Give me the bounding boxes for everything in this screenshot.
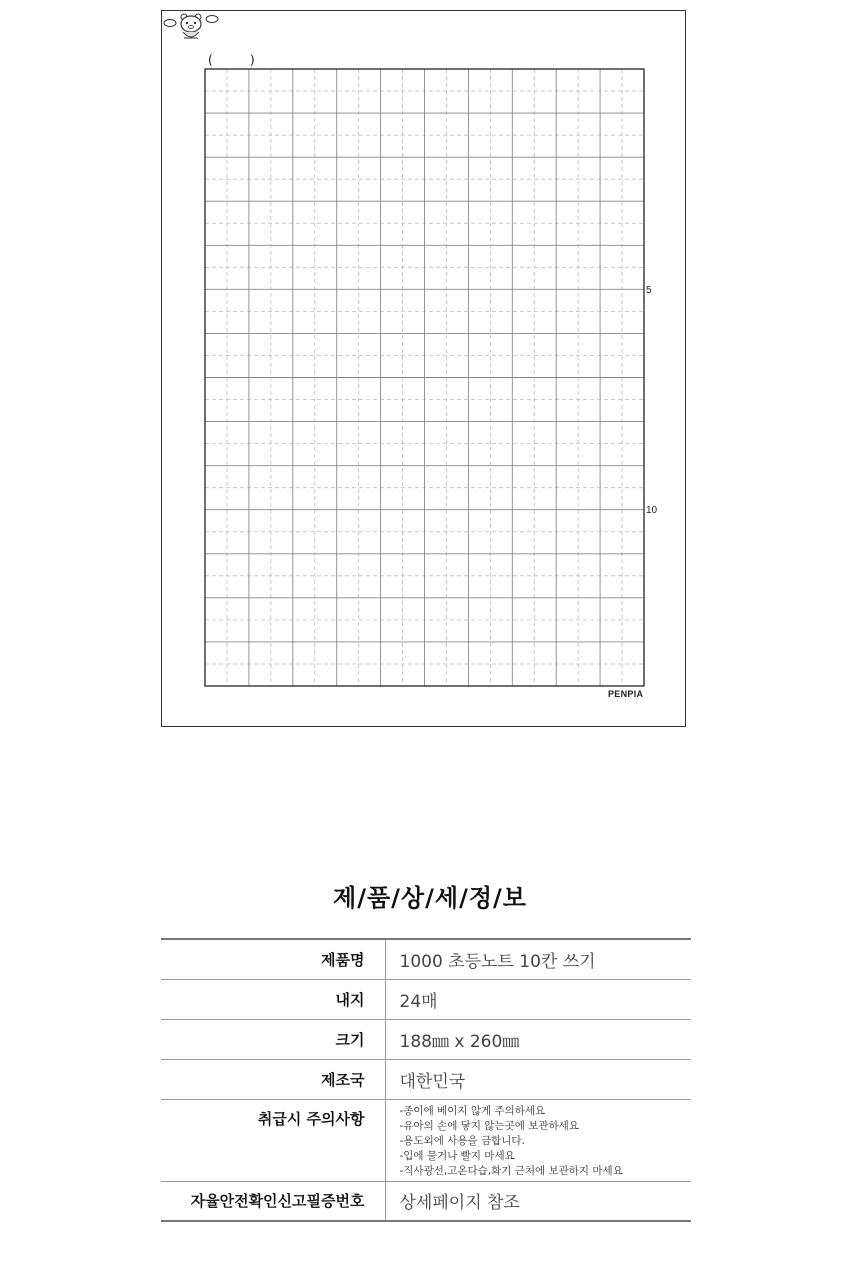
name-field: [208, 53, 255, 67]
spec-label-sheets: 내지: [161, 979, 385, 1019]
spec-label-safety-cert: 자율안전확인신고필증번호: [161, 1181, 385, 1221]
table-row: [161, 1181, 691, 1221]
caution-list: [400, 1100, 692, 1181]
spec-label-origin: 제조국: [161, 1059, 385, 1099]
table-row: [161, 1019, 691, 1059]
spec-value-safety-cert: 상세페이지 참조: [399, 1193, 520, 1214]
caution-item: -직사광선,고온다습,화기 근처에 보관하지 마세요: [399, 1164, 623, 1177]
table-row: [161, 1099, 691, 1181]
table-row: [161, 939, 691, 979]
spec-label-size: 크기: [161, 1019, 385, 1059]
notebook-page-preview: [161, 10, 686, 727]
caution-item: -유아의 손에 닿지 않는곳에 보관하세요: [399, 1119, 579, 1132]
brand-logo: PENPIA: [608, 689, 644, 699]
spec-value-size: 188㎜ x 260㎜: [399, 1031, 520, 1052]
table-row: [161, 1059, 691, 1099]
table-row: [161, 979, 691, 1019]
spec-value-product-name: 1000 초등노트 10칸 쓰기: [399, 951, 596, 972]
row-marker-10: 10: [646, 505, 658, 516]
spec-value-caution: [385, 1099, 691, 1181]
spec-label-product-name: 제품명: [161, 939, 385, 979]
spec-value-sheets: 24매: [399, 991, 438, 1012]
spec-label-caution: 취급시 주의사항: [161, 1099, 385, 1181]
spec-value-origin: 대한민국: [399, 1071, 466, 1092]
caution-item: -종이에 베이지 않게 주의하세요: [399, 1104, 546, 1117]
section-title: 제/품/상/세/정/보: [333, 884, 527, 912]
caution-item: -입에 물거나 빨지 마세요: [399, 1149, 515, 1162]
mascot-icon: [162, 11, 220, 43]
writing-grid: [162, 11, 687, 728]
name-field-close: ): [250, 53, 255, 67]
product-spec-table: [161, 938, 691, 1222]
name-field-open: (: [208, 53, 213, 67]
row-marker-5: 5: [646, 285, 652, 296]
caution-item: -용도외에 사용을 금합니다.: [399, 1134, 525, 1147]
